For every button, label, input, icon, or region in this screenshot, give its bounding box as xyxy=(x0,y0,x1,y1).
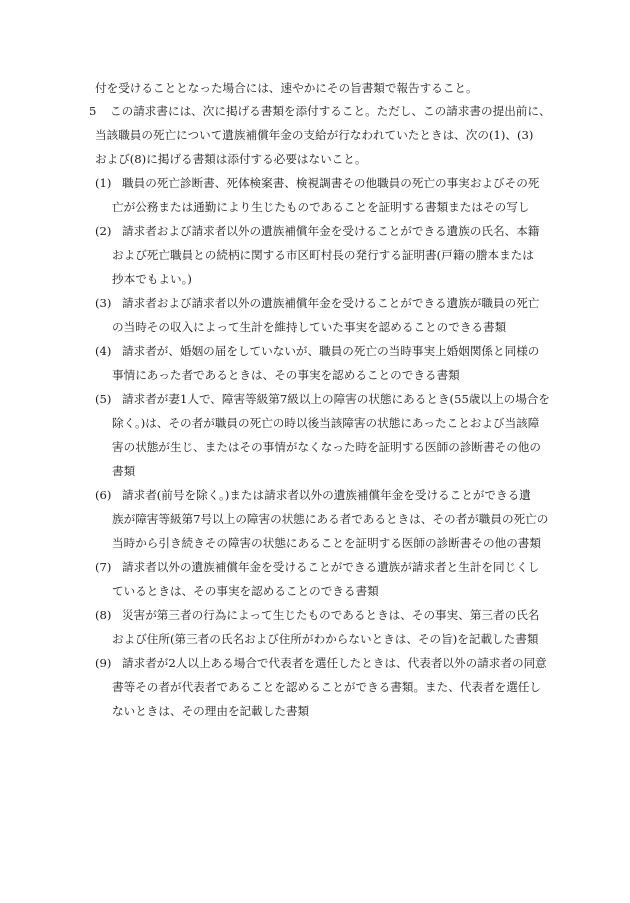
item-line: 族が障害等級第7号以上の障害の状態にある者であるときは、その者が職員の死亡の xyxy=(112,512,549,526)
item-line: 請求者が妻1人で、障害等級第7級以上の障害の状態にあるとき(55歳以上の場合を xyxy=(122,392,550,406)
item-label: (1) xyxy=(95,176,112,190)
item-line: 除く。)は、その者が職員の死亡の時以後当該障害の状態にあったことおよび当該障 xyxy=(112,416,540,430)
item-label: (9) xyxy=(95,656,112,670)
item-line: 書等その者が代表者であることを認めることができる書類。また、代表者を選任し xyxy=(112,680,541,694)
item-line: 亡が公務または通勤により生じたものであることを証明する書類またはその写し xyxy=(112,200,530,214)
item-line: 職員の死亡診断書、死体検案書、検視調書その他職員の死亡の事実およびその死 xyxy=(122,176,540,190)
item-line: 請求者および請求者以外の遺族補償年金を受けることができる遺族の氏名、本籍 xyxy=(122,224,540,238)
item-line: 災害が第三者の行為によって生じたものであるときは、その事実、第三者の氏名 xyxy=(122,608,540,622)
section-number: 5 xyxy=(89,104,97,118)
item-line: および住所(第三者の氏名および住所がわからないときは、その旨)を記載した書類 xyxy=(112,632,539,646)
continuation-text: 付を受けることとなった場合には、速やかにその旨書類で報告すること。 xyxy=(95,81,478,95)
item-line: 当時から引き続きその障害の状態にあることを証明する医師の診断書その他の書類 xyxy=(112,536,541,550)
item-line: および死亡職員との続柄に関する市区町村長の発行する証明書(戸籍の謄本または xyxy=(112,248,534,262)
item-label: (4) xyxy=(95,344,112,358)
item-line: ているときは、その事実を認めることのできる書類 xyxy=(112,584,379,598)
section-intro-line-3: および(8)に掲げる書類は添付する必要はないこと。 xyxy=(95,152,367,166)
item-line: 請求者以外の遺族補償年金を受けることができる遺族が請求者と生計を同じくし xyxy=(122,560,540,574)
item-label: (8) xyxy=(95,608,112,622)
section-intro-line-1: この請求書には、次に掲げる書類を添付すること。ただし、この請求書の提出前に、 xyxy=(110,104,551,118)
section-intro-line-2: 当該職員の死亡について遺族補償年金の支給が行なわれていたときは、次の(1)、(3) xyxy=(95,128,534,142)
item-line: 請求者が、婚姻の届をしていないが、職員の死亡の当時事実上婚姻関係と同様の xyxy=(122,344,540,358)
item-line: ないときは、その理由を記載した書類 xyxy=(112,704,310,718)
item-label: (5) xyxy=(95,392,112,406)
item-label: (2) xyxy=(95,224,112,238)
item-line: 請求者および請求者以外の遺族補償年金を受けることができる遺族が職員の死亡 xyxy=(122,296,540,310)
item-line: 事情にあった者であるときは、その事実を認めることのできる書類 xyxy=(112,368,460,382)
item-line: 害の状態が生じ、またはその事情がなくなった時を証明する医師の診断書その他の xyxy=(112,440,541,454)
item-line: 請求者が2人以上ある場合で代表者を選任したときは、代表者以外の請求者の同意 xyxy=(122,656,547,670)
item-line: 抄本でもよい。) xyxy=(112,272,192,286)
item-line: 請求者(前号を除く。)または請求者以外の遺族補償年金を受けることができる遺 xyxy=(122,488,531,502)
item-label: (7) xyxy=(95,560,112,574)
item-label: (3) xyxy=(95,296,112,310)
item-label: (6) xyxy=(95,488,112,502)
item-line: 書類 xyxy=(112,464,136,478)
item-line: の当時その収入によって生計を維持していた事実を認めることのできる書類 xyxy=(112,320,507,334)
